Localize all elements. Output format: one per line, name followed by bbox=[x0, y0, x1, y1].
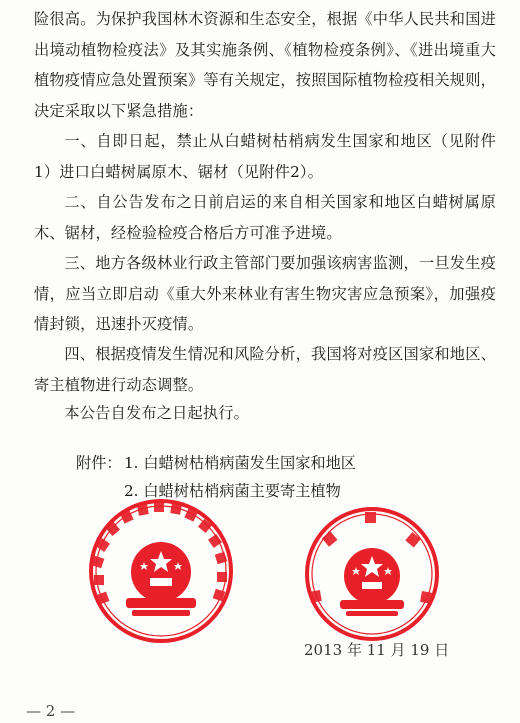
page-number: — 2 — bbox=[26, 702, 76, 720]
attachment-label: 附件： bbox=[76, 454, 122, 472]
paragraph-effective: 本公告自发布之日起执行。 bbox=[64, 404, 250, 422]
issue-date: 2013 年 11 月 19 日 bbox=[304, 641, 450, 659]
attachment-item-2: 2. 白蜡树枯梢病菌主要寄主植物 bbox=[124, 482, 341, 500]
paragraph-intro: 险很高。为保护我国林木资源和生态安全，根据《中华人民共和国进出境动植物检疫法》及其实施条例、《植物检疫条例》、《进出境重大植物疫情应急处置预案》等有关规定，按照国际植物检疫相关规则，决定采取以下紧急措施： bbox=[34, 10, 496, 120]
forestry-seal bbox=[302, 504, 442, 644]
paragraph-measure-1: 一、自即日起，禁止从白蜡树枯梢病发生国家和地区（见附件1）进口白蜡树属原木、锯材（见附件2）。 bbox=[34, 132, 496, 181]
paragraph-measure-4: 四、根据疫情发生情况和风险分析，我国将对疫区国家和地区、寄主植物进行动态调整。 bbox=[34, 345, 496, 394]
paragraph-measure-2: 二、自公告发布之日前启运的来自相关国家和地区白蜡树属原木、锯材，经检验检疫合格后方可准予进境。 bbox=[34, 193, 496, 242]
attachment-item-1: 1. 白蜡树枯梢病菌发生国家和地区 bbox=[124, 454, 356, 472]
aqsiq-seal bbox=[86, 496, 236, 646]
paragraph-measure-3: 三、地方各级林业行政主管部门要加强该病害监测，一旦发生疫情，应当立即启动《重大外来林业有害生物灾害应急预案》，加强疫情封锁，迅速扑灭疫情。 bbox=[34, 254, 496, 333]
